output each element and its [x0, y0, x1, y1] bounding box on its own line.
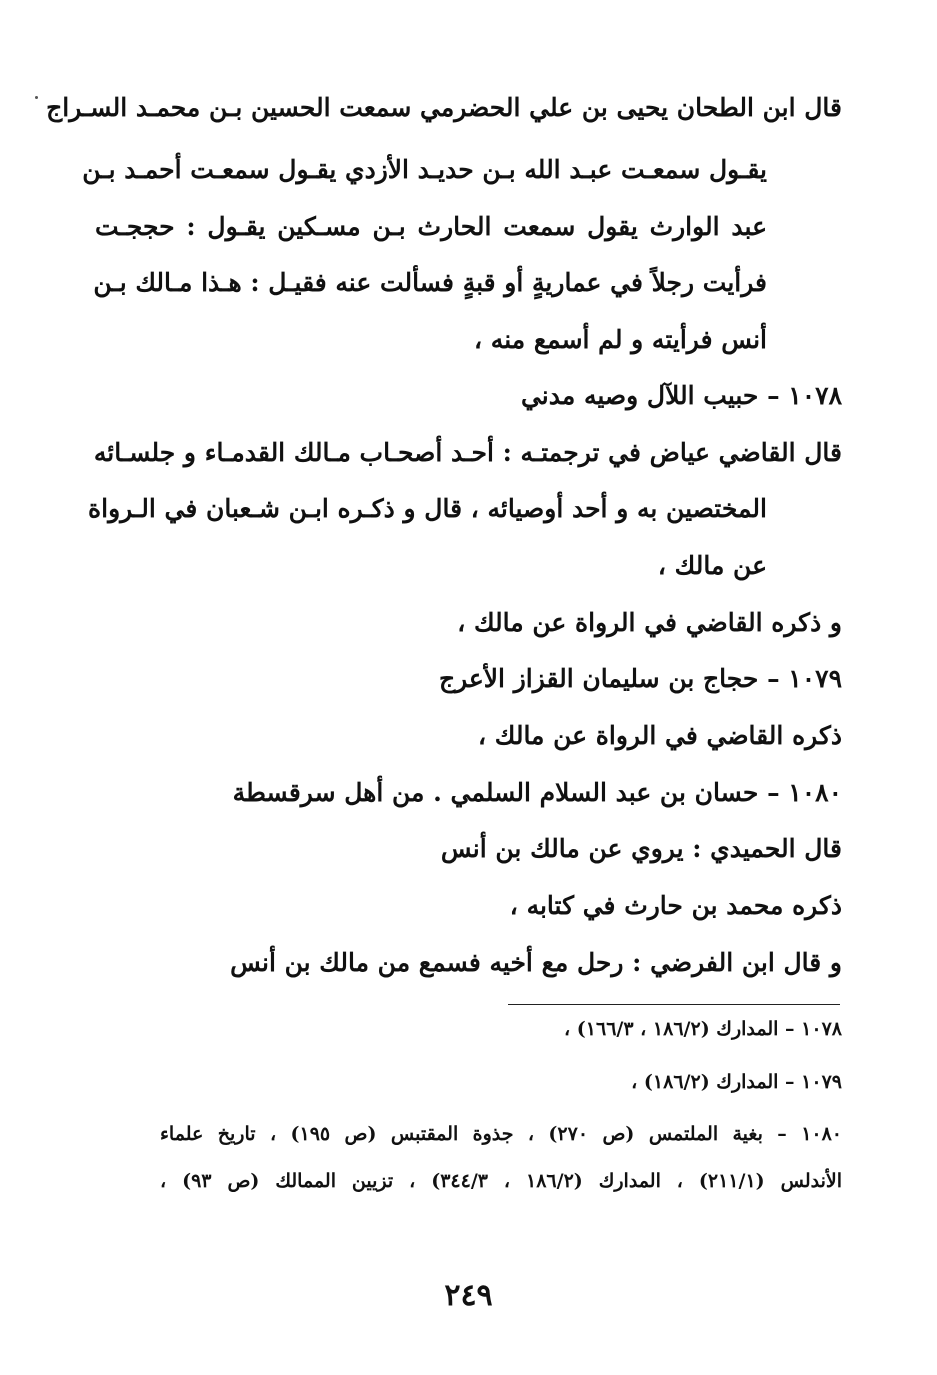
footnote-1079: ١٠٧٩ – المدارك (١٨٦/٢) ، [631, 1071, 842, 1093]
body-line-3: عبد الوارث يقول سمعت الحارث بـن مسـكين يقـول : حججـت [95, 212, 767, 241]
body-line-5: أنس فرأيته و لم أسمع منه ، [474, 325, 767, 354]
body-line-1: قال ابن الطحان يحيى بن علي الحضرمي سمعت الحسين بـن محمـد السـراج [46, 93, 842, 122]
body-line-7: قال القاضي عياض في ترجمتـه : أحـد أصحـاب مـالك القدمـاء و جلسـائه [93, 438, 842, 467]
scan-speck [35, 96, 38, 99]
body-line-9: عن مالك ، [657, 551, 767, 580]
body-line-14: قال الحميدي : يروي عن مالك بن أنس [440, 834, 842, 863]
body-line-4: فرأيت رجلاً في عماريةٍ أو قبةٍ فسألت عنه فقيـل : هـذا مـالك بـن [93, 268, 767, 297]
body-line-15: ذكره محمد بن حارث في كتابه ، [509, 891, 842, 920]
body-line-16: و قال ابن الفرضي : رحل مع أخيه فسمع من مالك بن أنس [230, 948, 842, 977]
body-line-8: المختصين به و أحد أوصيائه ، قال و ذكـره ابـن شـعبان في الـرواة [88, 494, 767, 523]
entry-heading-1080: ١٠٨٠ – حسان بن عبد السلام السلمي . من أهل سرقسطة [232, 778, 842, 807]
page-number: ٢٤٩ [444, 1278, 493, 1313]
entry-heading-1079: ١٠٧٩ – حجاج بن سليمان القزاز الأعرج [438, 664, 842, 693]
footnote-1080-cont: الأندلس (٢١١/١) ، المدارك (١٨٦/٢ ، ٣٤٤/٣) ، تزيين الممالك (ص ٩٣) ، [160, 1170, 842, 1192]
footnote-separator [508, 1004, 840, 1005]
entry-heading-1078: ١٠٧٨ – حبيب اللآل وصيه مدني [520, 381, 842, 410]
footnote-1080: ١٠٨٠ – بغية الملتمس (ص ٢٧٠) ، جذوة المقتبس (ص ١٩٥) ، تاريخ علماء [160, 1123, 843, 1145]
body-line-12: ذكره القاضي في الرواة عن مالك ، [477, 721, 842, 750]
footnote-1078: ١٠٧٨ – المدارك (١٨٦/٢ ، ١٦٦/٣) ، [564, 1018, 842, 1040]
body-line-2: يقـول سمعـت عبـد الله بـن حديـد الأزدي يقـول سمعـت أحمـد بـن [82, 155, 767, 184]
body-line-10: و ذكره القاضي في الرواة عن مالك ، [457, 608, 842, 637]
